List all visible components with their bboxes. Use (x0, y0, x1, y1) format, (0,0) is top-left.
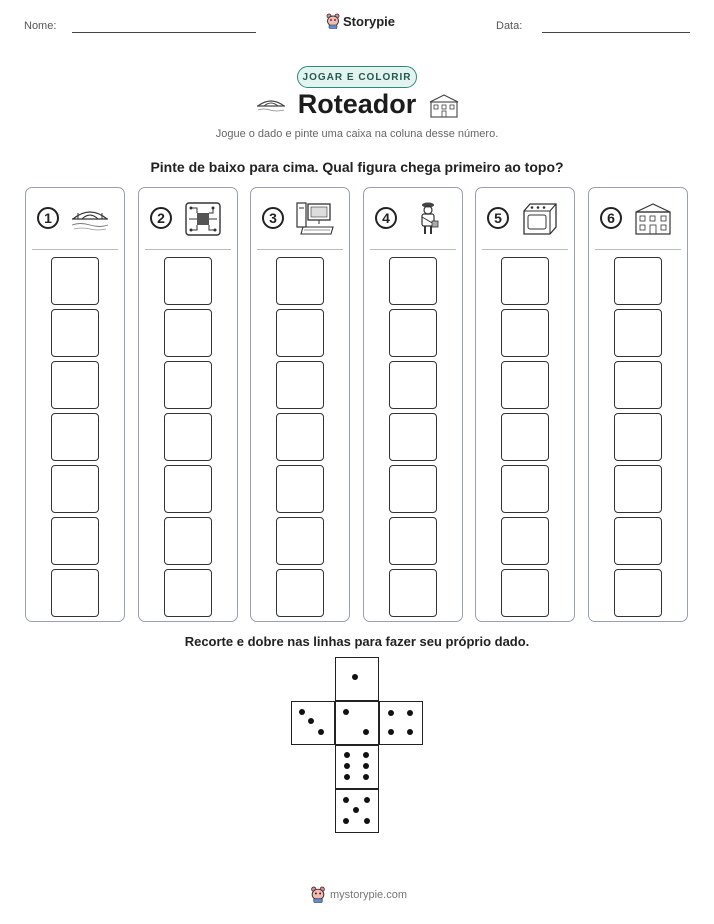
microwave-icon (520, 201, 560, 237)
color-box[interactable] (389, 257, 437, 305)
color-box[interactable] (164, 465, 212, 513)
die-pip (344, 763, 350, 769)
storypie-mascot-icon (310, 886, 326, 903)
die-pip (343, 818, 349, 824)
brand-name: Storypie (343, 13, 396, 29)
die-pip (343, 797, 349, 803)
column-divider (257, 249, 343, 250)
color-box[interactable] (276, 569, 324, 617)
die-pip (363, 752, 369, 758)
color-box[interactable] (614, 257, 662, 305)
color-box[interactable] (501, 517, 549, 565)
color-box[interactable] (51, 257, 99, 305)
die-pip (299, 709, 305, 715)
color-box[interactable] (501, 257, 549, 305)
color-box[interactable] (389, 465, 437, 513)
die-pip (343, 709, 349, 715)
color-box[interactable] (51, 569, 99, 617)
column-5 (475, 187, 575, 622)
die-pip (407, 710, 413, 716)
column-divider (482, 249, 568, 250)
color-box[interactable] (51, 465, 99, 513)
column-2 (138, 187, 238, 622)
die-pip (407, 729, 413, 735)
color-box[interactable] (614, 569, 662, 617)
color-box[interactable] (389, 569, 437, 617)
column-divider (595, 249, 681, 250)
color-box[interactable] (614, 309, 662, 357)
column-1 (25, 187, 125, 622)
building-icon (428, 93, 460, 119)
page-title: Roteador (297, 89, 417, 119)
color-box[interactable] (164, 517, 212, 565)
die-pip (352, 674, 358, 680)
circuit-board-icon (183, 201, 223, 237)
bridge-icon (70, 201, 110, 237)
column-number: 5 (487, 207, 509, 229)
name-line[interactable] (72, 32, 256, 33)
color-box[interactable] (614, 413, 662, 461)
cut-instruction: Recorte e dobre nas linhas para fazer seu próprio dado. (184, 634, 530, 649)
color-box[interactable] (614, 517, 662, 565)
die-pip (344, 752, 350, 758)
color-box[interactable] (276, 413, 324, 461)
die-face-6 (335, 745, 379, 789)
die-face-3 (291, 701, 335, 745)
die-pip (363, 774, 369, 780)
die-pip (363, 763, 369, 769)
color-box[interactable] (164, 309, 212, 357)
color-box[interactable] (389, 517, 437, 565)
color-box[interactable] (164, 361, 212, 409)
die-pip (388, 729, 394, 735)
name-label: Nome: (24, 20, 57, 32)
color-box[interactable] (501, 413, 549, 461)
color-box[interactable] (164, 413, 212, 461)
color-box[interactable] (389, 309, 437, 357)
die-pip (364, 797, 370, 803)
subtitle: Jogue o dado e pinte uma caixa na coluna desse número. (215, 128, 499, 140)
color-box[interactable] (51, 309, 99, 357)
die-face-2 (335, 701, 379, 745)
die-face-4 (379, 701, 423, 745)
color-box[interactable] (276, 309, 324, 357)
computer-icon (295, 201, 335, 237)
column-3 (250, 187, 350, 622)
color-box[interactable] (51, 361, 99, 409)
die-pip (364, 818, 370, 824)
color-box[interactable] (614, 361, 662, 409)
date-label: Data: (496, 20, 523, 32)
die-face-5 (335, 789, 379, 833)
column-number: 3 (262, 207, 284, 229)
die-pip (353, 807, 359, 813)
color-box[interactable] (164, 569, 212, 617)
color-box[interactable] (389, 413, 437, 461)
color-box[interactable] (276, 361, 324, 409)
column-number: 2 (150, 207, 172, 229)
storypie-mascot-icon (326, 13, 340, 29)
die-pip (344, 774, 350, 780)
column-divider (145, 249, 231, 250)
footer-url[interactable]: mystorypie.com (330, 888, 408, 901)
color-box[interactable] (501, 309, 549, 357)
die-pip (363, 729, 369, 735)
color-box[interactable] (501, 569, 549, 617)
color-box[interactable] (51, 517, 99, 565)
color-box[interactable] (51, 413, 99, 461)
activity-badge: JOGAR E COLORIR (297, 66, 417, 88)
brand-logo (326, 13, 395, 29)
color-box[interactable] (614, 465, 662, 513)
color-box[interactable] (276, 465, 324, 513)
color-box[interactable] (276, 517, 324, 565)
column-divider (370, 249, 456, 250)
color-box[interactable] (389, 361, 437, 409)
color-box[interactable] (501, 361, 549, 409)
die-pip (388, 710, 394, 716)
column-4 (363, 187, 463, 622)
footer (310, 886, 407, 903)
mail-carrier-icon (408, 201, 448, 237)
color-box[interactable] (164, 257, 212, 305)
column-number: 4 (375, 207, 397, 229)
column-number: 6 (600, 207, 622, 229)
color-box[interactable] (501, 465, 549, 513)
die-pip (318, 729, 324, 735)
column-number: 1 (37, 207, 59, 229)
color-box[interactable] (276, 257, 324, 305)
column-divider (32, 249, 118, 250)
game-instruction: Pinte de baixo para cima. Qual figura chega primeiro ao topo? (150, 159, 564, 175)
die-pip (308, 718, 314, 724)
building-icon (633, 201, 673, 237)
column-6 (588, 187, 688, 622)
date-line[interactable] (542, 32, 690, 33)
die-face-1 (335, 657, 379, 701)
